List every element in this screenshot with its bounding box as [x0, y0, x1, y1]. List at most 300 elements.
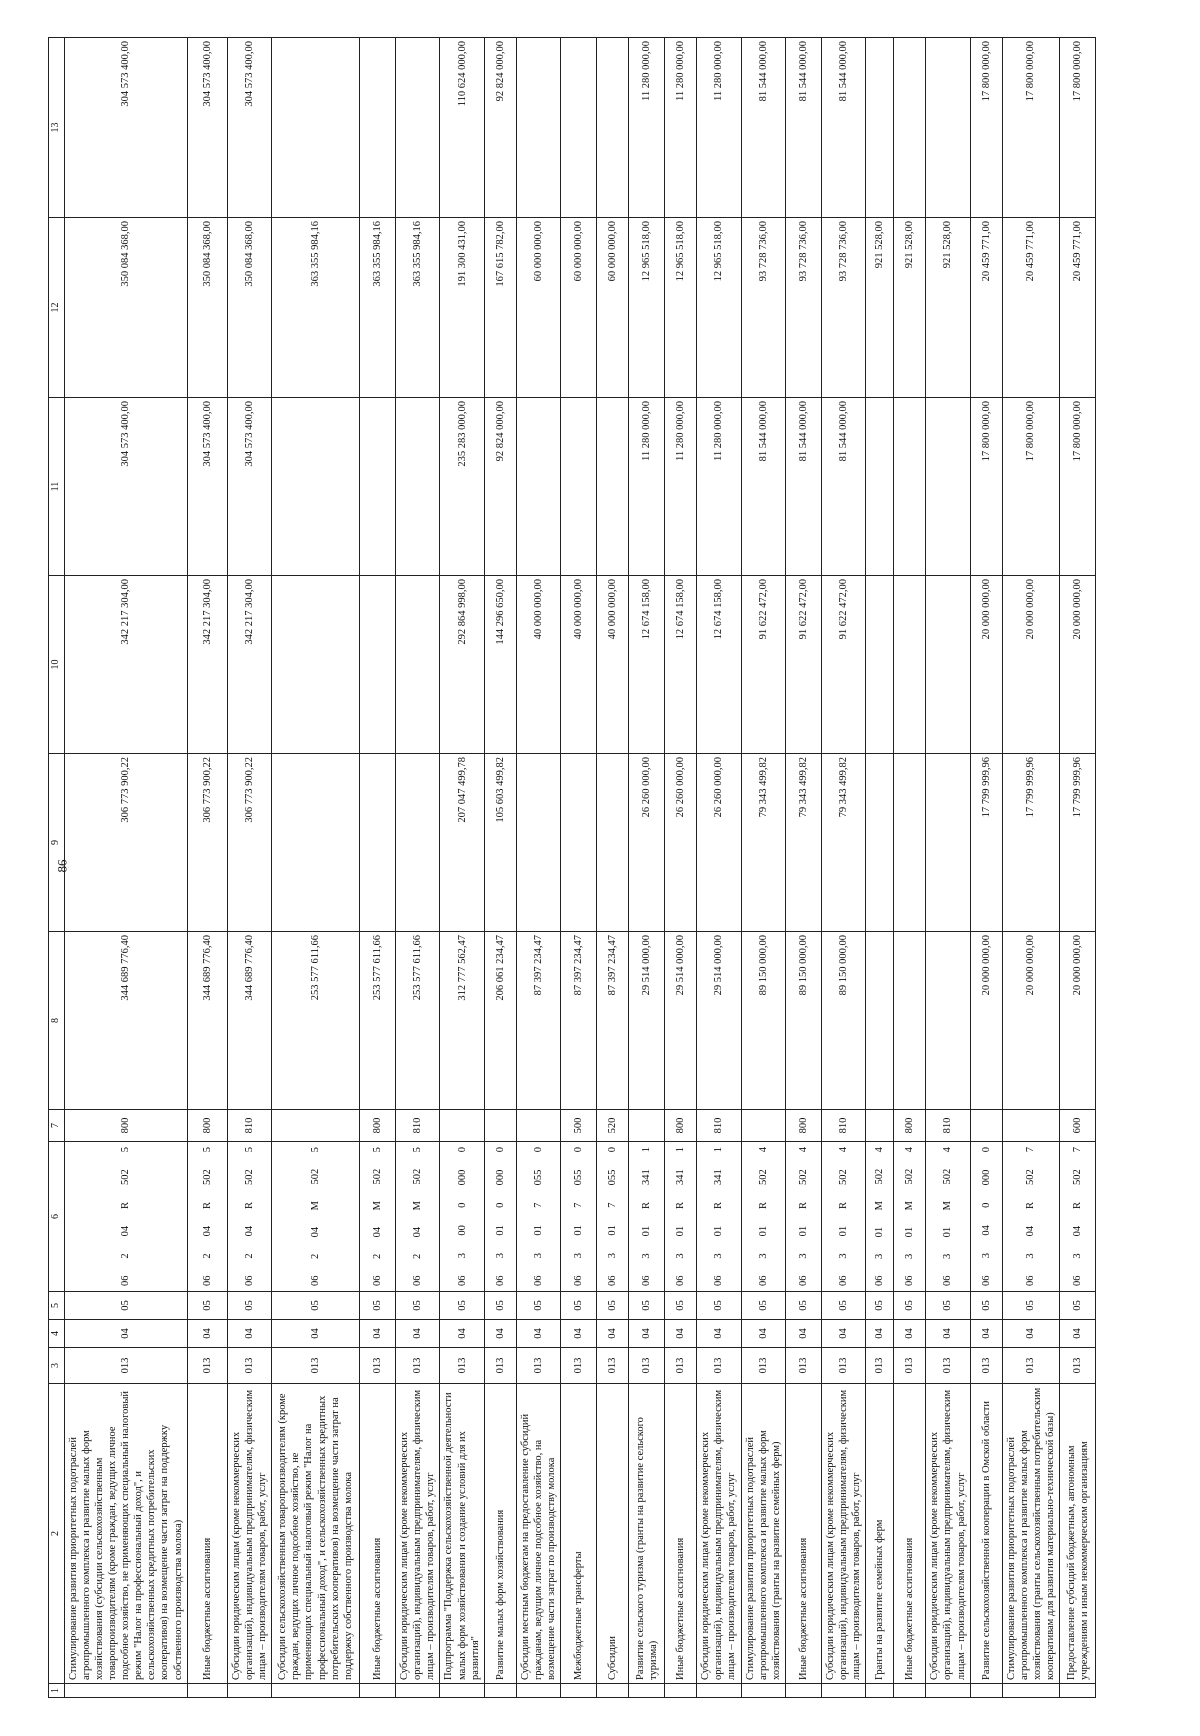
subsection-code-cell: 05: [272, 1292, 360, 1320]
amount-cell-11: [597, 398, 629, 576]
code-part: 06: [838, 1275, 849, 1286]
target-article-cell: [697, 1142, 741, 1292]
table-row: [561, 38, 597, 1698]
budget-table-page: [48, 38, 1152, 1698]
row-name-cell: Иные бюджетные ассигнования: [785, 1384, 821, 1684]
table-row: [187, 38, 227, 1698]
amount-cell-9: 105 603 499,82: [484, 754, 516, 932]
section-code-cell: 04: [785, 1320, 821, 1348]
code-part: R: [1072, 1201, 1084, 1209]
expense-type-cell: [484, 1110, 516, 1142]
section-code-cell: 04: [396, 1320, 440, 1348]
code-part: 04: [371, 1226, 383, 1238]
admin-code-cell: 013: [894, 1348, 926, 1384]
row-name-cell: Межбюджетные трансферты: [561, 1384, 597, 1684]
amount-cell-10: 40 000 000,00: [516, 576, 560, 754]
amount-cell-11: 11 280 000,00: [665, 398, 697, 576]
column-header: 8: [49, 932, 65, 1110]
code-part: 06: [874, 1275, 886, 1286]
target-article-cell: [629, 1142, 665, 1292]
row-marker-cell: [516, 1684, 560, 1698]
target-article-cell: [821, 1142, 865, 1292]
amount-cell-10: 91 622 472,00: [785, 576, 821, 754]
expense-type-cell: [866, 1110, 894, 1142]
amount-cell-9: 306 773 900,22: [64, 754, 187, 932]
header-row: [49, 38, 65, 1698]
code-part: 3: [904, 1253, 916, 1260]
code-part: 341: [641, 1169, 653, 1185]
amount-cell-9: 79 343 499,82: [741, 754, 785, 932]
section-code-cell: 04: [821, 1320, 865, 1348]
amount-cell-13: 304 573 400,00: [227, 38, 271, 218]
target-article-code: [837, 1145, 850, 1288]
table-row: [741, 38, 785, 1698]
code-part: R: [675, 1201, 687, 1209]
row-marker-cell: [1002, 1684, 1060, 1698]
amount-cell-12: 921 528,00: [866, 218, 894, 398]
amount-cell-11: 235 283 000,00: [440, 398, 484, 576]
row-marker-cell: [272, 1684, 360, 1698]
code-part: 502: [243, 1169, 255, 1185]
amount-cell-12: 12 965 518,00: [697, 218, 741, 398]
amount-cell-10: 20 000 000,00: [1060, 576, 1096, 754]
section-code-cell: 04: [64, 1320, 187, 1348]
table-row: [64, 38, 187, 1698]
amount-cell-10: 144 296 650,00: [484, 576, 516, 754]
row-name-cell: Развитие малых форм хозяйствования: [484, 1384, 516, 1684]
amount-cell-13: 17 800 000,00: [970, 38, 1002, 218]
code-part: 06: [1025, 1275, 1037, 1286]
amount-cell-10: 12 674 158,00: [665, 576, 697, 754]
section-code-cell: 04: [665, 1320, 697, 1348]
amount-cell-10: 342 217 304,00: [187, 576, 227, 754]
amount-cell-9: [866, 754, 894, 932]
code-part: 06: [532, 1275, 544, 1286]
amount-cell-9: [894, 754, 926, 932]
code-part: 01: [942, 1226, 954, 1238]
code-part: 04: [412, 1226, 424, 1238]
amount-cell-8: 29 514 000,00: [697, 932, 741, 1110]
target-article-code: [980, 1145, 993, 1288]
code-part: 502: [309, 1168, 321, 1185]
table-row: [396, 38, 440, 1698]
code-part: 502: [412, 1168, 424, 1185]
target-article-code: [606, 1145, 619, 1288]
amount-cell-11: 81 544 000,00: [821, 398, 865, 576]
expense-type-cell: [516, 1110, 560, 1142]
code-part: 4: [838, 1147, 849, 1153]
code-part: 7: [532, 1202, 544, 1208]
target-article-code: [411, 1145, 424, 1288]
amount-cell-11: [516, 398, 560, 576]
row-marker-cell: [187, 1684, 227, 1698]
target-article-cell: [894, 1142, 926, 1292]
code-part: 000: [980, 1169, 992, 1186]
expense-type-cell: 500: [561, 1110, 597, 1142]
column-header: 12: [49, 218, 65, 398]
row-name-cell: Иные бюджетные ассигнования: [360, 1384, 396, 1684]
subsection-code-cell: 05: [785, 1292, 821, 1320]
row-marker-cell: [697, 1684, 741, 1698]
code-part: 502: [797, 1169, 809, 1185]
expense-type-cell: 810: [821, 1110, 865, 1142]
code-part: 3: [797, 1253, 809, 1259]
code-part: 000: [456, 1169, 468, 1186]
subsection-code-cell: 05: [866, 1292, 894, 1320]
code-part: 3: [532, 1252, 544, 1259]
target-article-code: [941, 1145, 954, 1288]
amount-cell-9: 207 047 499,78: [440, 754, 484, 932]
subsection-code-cell: 05: [1002, 1292, 1060, 1320]
code-part: 0: [494, 1147, 506, 1153]
code-part: 341: [713, 1169, 725, 1185]
code-part: 000: [494, 1169, 506, 1186]
code-part: 06: [1072, 1275, 1084, 1286]
amount-cell-10: 91 622 472,00: [741, 576, 785, 754]
code-part: 06: [757, 1275, 769, 1286]
row-marker-cell: [1060, 1684, 1096, 1698]
admin-code-cell: 013: [227, 1348, 271, 1384]
row-marker-cell: [785, 1684, 821, 1698]
code-part: 01: [904, 1226, 916, 1238]
code-part: 502: [120, 1169, 131, 1185]
row-name-cell: Иные бюджетные ассигнования: [187, 1384, 227, 1684]
code-part: 0: [607, 1147, 619, 1153]
row-marker-cell: [440, 1684, 484, 1698]
amount-cell-12: 93 728 736,00: [785, 218, 821, 398]
amount-cell-12: 921 528,00: [894, 218, 926, 398]
amount-cell-13: [926, 38, 970, 218]
table-row: [866, 38, 894, 1698]
amount-cell-11: 81 544 000,00: [741, 398, 785, 576]
row-name-cell: Субсидии местным бюджетам на предоставление субсидий гражданам, ведущим личное подсобное хозяйство, на возмещение части затрат по производству молока: [516, 1384, 560, 1684]
code-part: M: [412, 1201, 424, 1211]
admin-code-cell: 013: [926, 1348, 970, 1384]
code-part: 502: [904, 1168, 916, 1185]
row-name-cell: Предоставление субсидий бюджетным, автономным учреждениям и иным некоммерческим организациям: [1060, 1384, 1096, 1684]
row-marker-cell: [484, 1684, 516, 1698]
code-part: 2: [371, 1253, 383, 1260]
code-part: R: [713, 1201, 725, 1209]
row-name-cell: Иные бюджетные ассигнования: [665, 1384, 697, 1684]
target-article-code: [532, 1145, 545, 1288]
amount-cell-8: 20 000 000,00: [1002, 932, 1060, 1110]
amount-cell-9: 306 773 900,22: [187, 754, 227, 932]
code-part: 055: [607, 1169, 619, 1186]
code-part: 502: [942, 1168, 954, 1185]
table-row: [894, 38, 926, 1698]
budget-table: [48, 37, 1096, 1698]
row-name-cell: Стимулирование развития приоритетных подотраслей агропромышленного комплекса и развитие малых форм хозяйствования (субсидии сельскохозяйственным товаропроизводителям (кроме граждан, ведущих личное подсобное хозяйство, не применяющих специальный налоговый режим "Налог на профессиональный доход", и сельскохозяйственных кредитных потребительских кооперативов) на возмещение части затрат на поддержку собственного производства молока): [64, 1384, 187, 1684]
row-marker-cell: [561, 1684, 597, 1698]
table-row: [629, 38, 665, 1698]
code-part: 1: [675, 1147, 687, 1153]
amount-cell-12: 60 000 000,00: [597, 218, 629, 398]
code-part: 06: [675, 1275, 687, 1286]
code-part: 3: [607, 1252, 619, 1259]
code-part: R: [243, 1201, 255, 1209]
amount-cell-10: [894, 576, 926, 754]
code-part: 06: [797, 1275, 809, 1286]
table-row: [785, 38, 821, 1698]
table-row: [821, 38, 865, 1698]
amount-cell-12: 350 084 368,00: [227, 218, 271, 398]
code-part: 04: [1072, 1225, 1084, 1237]
column-header: 11: [49, 398, 65, 576]
row-name-cell: Развитие сельского туризма (гранты на развитие сельского туризма): [629, 1384, 665, 1684]
amount-cell-8: 20 000 000,00: [970, 932, 1002, 1110]
admin-code-cell: 013: [821, 1348, 865, 1384]
section-code-cell: 04: [516, 1320, 560, 1348]
amount-cell-11: [866, 398, 894, 576]
code-part: 06: [494, 1275, 506, 1286]
amount-cell-13: 17 800 000,00: [1002, 38, 1060, 218]
amount-cell-13: 11 280 000,00: [629, 38, 665, 218]
amount-cell-11: 17 800 000,00: [1060, 398, 1096, 576]
amount-cell-13: 11 280 000,00: [665, 38, 697, 218]
amount-cell-10: 91 622 472,00: [821, 576, 865, 754]
code-part: 3: [456, 1252, 468, 1259]
row-marker-cell: [926, 1684, 970, 1698]
amount-cell-12: 12 965 518,00: [629, 218, 665, 398]
code-part: 3: [838, 1253, 849, 1259]
admin-code-cell: 013: [597, 1348, 629, 1384]
section-code-cell: 04: [227, 1320, 271, 1348]
amount-cell-12: 60 000 000,00: [561, 218, 597, 398]
code-part: 3: [573, 1252, 585, 1259]
code-part: R: [1025, 1201, 1037, 1209]
code-part: 7: [607, 1202, 619, 1208]
admin-code-cell: 013: [741, 1348, 785, 1384]
row-marker-cell: [64, 1684, 187, 1698]
column-header: 3: [49, 1348, 65, 1384]
code-part: 5: [201, 1147, 213, 1153]
code-part: M: [904, 1201, 916, 1211]
target-article-code: [712, 1145, 725, 1288]
code-part: M: [371, 1201, 383, 1211]
code-part: 04: [120, 1225, 131, 1237]
amount-cell-12: 363 355 984,16: [396, 218, 440, 398]
amount-cell-11: 17 800 000,00: [970, 398, 1002, 576]
code-part: 3: [494, 1252, 506, 1259]
code-part: 0: [456, 1202, 468, 1208]
code-part: 3: [980, 1252, 992, 1259]
target-article-cell: [970, 1142, 1002, 1292]
amount-cell-13: [272, 38, 360, 218]
amount-cell-9: 79 343 499,82: [821, 754, 865, 932]
amount-cell-11: 92 824 000,00: [484, 398, 516, 576]
row-name-cell: Иные бюджетные ассигнования: [894, 1384, 926, 1684]
amount-cell-13: [396, 38, 440, 218]
code-part: 01: [713, 1225, 725, 1237]
expense-type-cell: [272, 1110, 360, 1142]
code-part: 2: [201, 1253, 213, 1259]
amount-cell-11: [894, 398, 926, 576]
target-article-cell: [926, 1142, 970, 1292]
code-part: M: [942, 1201, 954, 1211]
expense-type-cell: 810: [697, 1110, 741, 1142]
expense-type-cell: 810: [926, 1110, 970, 1142]
amount-cell-12: 20 459 771,00: [1002, 218, 1060, 398]
amount-cell-13: 110 624 000,00: [440, 38, 484, 218]
code-part: 0: [456, 1147, 468, 1153]
subsection-code-cell: 05: [970, 1292, 1002, 1320]
table-row: [440, 38, 484, 1698]
target-article-code: [572, 1145, 585, 1288]
table-row: [360, 38, 396, 1698]
code-part: 3: [1072, 1253, 1084, 1259]
section-code-cell: 04: [926, 1320, 970, 1348]
amount-cell-8: [894, 932, 926, 1110]
table-row: [970, 38, 1002, 1698]
subsection-code-cell: 05: [440, 1292, 484, 1320]
code-part: 01: [874, 1226, 886, 1238]
amount-cell-11: [396, 398, 440, 576]
amount-cell-11: [926, 398, 970, 576]
code-part: 0: [980, 1202, 992, 1208]
target-article-cell: [561, 1142, 597, 1292]
admin-code-cell: 013: [64, 1348, 187, 1384]
amount-cell-11: [272, 398, 360, 576]
code-part: 4: [942, 1147, 954, 1153]
code-part: 7: [1025, 1147, 1037, 1153]
code-part: 01: [675, 1225, 687, 1237]
code-part: 06: [904, 1275, 916, 1286]
code-part: 01: [494, 1225, 506, 1236]
target-article-code: [674, 1145, 687, 1288]
row-name-cell: Стимулирование развития приоритетных подотраслей агропромышленного комплекса и развитие малых форм хозяйствования (гранты сельскохозяйственным потребительским кооперативам для развития материально-технической базы): [1002, 1384, 1060, 1684]
code-part: 502: [201, 1169, 213, 1185]
subsection-code-cell: 05: [360, 1292, 396, 1320]
row-name-cell: Субсидии юридическим лицам (кроме некоммерческих организаций), индивидуальным предпринимателям, физическим лицам – производителям товаров, работ, услуг: [697, 1384, 741, 1684]
section-code-cell: 04: [697, 1320, 741, 1348]
expense-type-cell: 520: [597, 1110, 629, 1142]
code-part: 3: [942, 1253, 954, 1260]
target-article-cell: [440, 1142, 484, 1292]
target-article-cell: [597, 1142, 629, 1292]
code-part: 341: [675, 1169, 687, 1185]
code-part: 01: [797, 1225, 809, 1237]
table-row: [597, 38, 629, 1698]
amount-cell-8: [926, 932, 970, 1110]
amount-cell-9: [396, 754, 440, 932]
row-marker-cell: [629, 1684, 665, 1698]
section-code-cell: 04: [272, 1320, 360, 1348]
column-header: 5: [49, 1292, 65, 1320]
subsection-code-cell: 05: [187, 1292, 227, 1320]
code-part: 06: [309, 1275, 321, 1286]
expense-type-cell: 800: [360, 1110, 396, 1142]
code-part: 4: [757, 1147, 769, 1153]
code-part: 055: [532, 1169, 544, 1186]
amount-cell-9: 17 799 999,96: [970, 754, 1002, 932]
amount-cell-9: 306 773 900,22: [227, 754, 271, 932]
amount-cell-13: [360, 38, 396, 218]
admin-code-cell: 013: [561, 1348, 597, 1384]
code-part: 06: [641, 1275, 653, 1286]
admin-code-cell: 013: [272, 1348, 360, 1384]
amount-cell-11: 304 573 400,00: [64, 398, 187, 576]
row-name-cell: Субсидии: [597, 1384, 629, 1684]
column-header: 1: [49, 1684, 65, 1698]
admin-code-cell: 013: [1002, 1348, 1060, 1384]
table-row: [1002, 38, 1060, 1698]
subsection-code-cell: 05: [597, 1292, 629, 1320]
admin-code-cell: 013: [785, 1348, 821, 1384]
expense-type-cell: 800: [187, 1110, 227, 1142]
code-part: 01: [532, 1225, 544, 1236]
amount-cell-9: 26 260 000,00: [629, 754, 665, 932]
row-marker-cell: [227, 1684, 271, 1698]
amount-cell-8: 253 577 611,66: [272, 932, 360, 1110]
target-article-code: [243, 1145, 256, 1288]
amount-cell-9: 26 260 000,00: [665, 754, 697, 932]
amount-cell-13: [516, 38, 560, 218]
amount-cell-12: 363 355 984,16: [272, 218, 360, 398]
row-name-cell: Субсидии юридическим лицам (кроме некоммерческих организаций), индивидуальным предпринимателям, физическим лицам – производителям товаров, работ, услуг: [926, 1384, 970, 1684]
amount-cell-12: 921 528,00: [926, 218, 970, 398]
code-part: 3: [675, 1253, 687, 1259]
target-article-cell: [516, 1142, 560, 1292]
row-marker-cell: [360, 1684, 396, 1698]
section-code-cell: 04: [629, 1320, 665, 1348]
subsection-code-cell: 05: [484, 1292, 516, 1320]
amount-cell-8: [866, 932, 894, 1110]
code-part: 06: [980, 1275, 992, 1286]
amount-cell-8: 89 150 000,00: [821, 932, 865, 1110]
amount-cell-8: 253 577 611,66: [360, 932, 396, 1110]
code-part: 5: [243, 1147, 255, 1153]
column-header: 10: [49, 576, 65, 754]
amount-cell-10: 292 864 998,00: [440, 576, 484, 754]
amount-cell-8: 89 150 000,00: [741, 932, 785, 1110]
subsection-code-cell: 05: [1060, 1292, 1096, 1320]
code-part: 06: [120, 1275, 131, 1286]
code-part: 06: [942, 1275, 954, 1286]
code-part: 04: [201, 1225, 213, 1237]
amount-cell-13: 304 573 400,00: [64, 38, 187, 218]
code-part: 0: [494, 1202, 506, 1208]
code-part: 06: [456, 1275, 468, 1286]
expense-type-cell: 800: [894, 1110, 926, 1142]
section-code-cell: 04: [741, 1320, 785, 1348]
amount-cell-9: 79 343 499,82: [785, 754, 821, 932]
code-part: 502: [371, 1168, 383, 1185]
amount-cell-8: 87 397 234,47: [561, 932, 597, 1110]
amount-cell-12: 93 728 736,00: [741, 218, 785, 398]
code-part: 2: [309, 1253, 321, 1260]
expense-type-cell: [970, 1110, 1002, 1142]
table-row: [1060, 38, 1096, 1698]
amount-cell-8: 312 777 562,47: [440, 932, 484, 1110]
expense-type-cell: 600: [1060, 1110, 1096, 1142]
code-part: 3: [713, 1253, 725, 1259]
code-part: 7: [1072, 1147, 1084, 1153]
code-part: M: [874, 1201, 886, 1211]
code-part: 5: [309, 1147, 321, 1153]
code-part: 5: [412, 1147, 424, 1153]
code-part: 01: [757, 1225, 769, 1237]
expense-type-cell: 800: [64, 1110, 187, 1142]
row-marker-cell: [741, 1684, 785, 1698]
code-part: R: [641, 1201, 653, 1209]
amount-cell-8: 29 514 000,00: [629, 932, 665, 1110]
target-article-code: [371, 1145, 384, 1288]
target-article-cell: [64, 1142, 187, 1292]
table-row: [272, 38, 360, 1698]
column-header: 7: [49, 1110, 65, 1142]
code-part: R: [838, 1201, 849, 1209]
